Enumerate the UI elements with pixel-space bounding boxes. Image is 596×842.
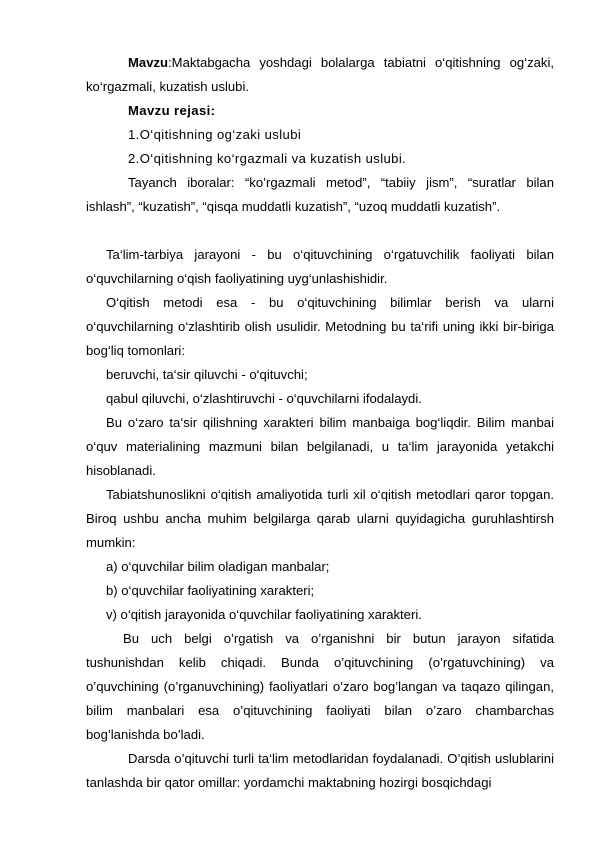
body-paragraph-7: Bu uch belgi o’rgatish va o’rganishni bir butun jarayon sifatida tushunishdan kelib chiqadi. Bunda o’qituvchining (o’rgatuvchining) va o’quvchining (o’rganuvchining) faoliyatlari o’zaro bog’langan va taqazo qilingan, bilim manbalari esa o’qituvchining faoliyati bilan o’zaro chambarchas bog’lanishda bo’ladi. xyxy=(86,631,554,742)
body-paragraph-4: qabul qiluvchi, o‘zlashtiruvchi - o‘quvchilarni ifodalaydi. xyxy=(106,391,422,406)
body-paragraph-2: O‘qitish metodi esa - bu o‘qituvchining bilimlar berish va ularni o‘quvchilarning o‘zlashtirib olish usulidir. Metodning bu ta‘rifi uning ikki bir-biriga bog‘liq tomonlari: xyxy=(86,295,554,358)
body-paragraph-5: Bu o‘zaro ta‘sir qilishning xarakteri bilim manbaiga bog‘liqdir. Bilim manbai o‘quv materialining mazmuni bilan belgilanadi, u ta‘lim jarayonida yetakchi hisoblanadi. xyxy=(86,415,554,478)
plan-block xyxy=(86,99,554,171)
topic-paragraph xyxy=(86,51,554,99)
list-item-b: b) o‘quvchilar faoliyatining xarakteri; xyxy=(106,583,315,598)
list-item-a: a) o‘quvchilar bilim oladigan manbalar; xyxy=(106,559,330,574)
plan-item-2: 2.O‘qitishning ko‘rgazmali va kuzatish uslubi. xyxy=(128,151,407,166)
plan-item-1: 1.O‘qitishning og‘zaki uslubi xyxy=(128,127,302,142)
document-content xyxy=(86,51,554,795)
topic-text: :Maktabgacha yoshdagi bolalarga tabiatni o‘qitishning og‘zaki, ko‘rgazmali, kuzatish uslubi. xyxy=(86,55,554,94)
paragraph-gap xyxy=(86,219,554,243)
body-paragraph-6: Tabiatshunoslikni o‘qitish amaliyotida turli xil o‘qitish metodlari qaror topgan. Biroq ushbu ancha muhim belgilarga qarab ularni quyidagicha guruhlashtirsh mumkin: xyxy=(86,487,554,550)
body-paragraph-1: Ta‘lim-tarbiya jarayoni - bu o‘qituvchining o‘rgatuvchilik faoliyati bilan o‘quvchilarning o‘qish faoliyatining uyg‘unlashishidir. xyxy=(86,247,554,286)
plan-heading: Mavzu rejasi: xyxy=(128,103,216,118)
body-paragraph-8: Darsda o’qituvchi turli ta‘lim metodlaridan foydalanadi. O’qitish uslublarini tanlashda bir qator omillar: yordamchi maktabning hozirgi bosqichdagi xyxy=(86,751,554,790)
body-paragraph-3: beruvchi, ta‘sir qiluvchi - o‘qituvchi; xyxy=(106,367,308,382)
topic-label: Mavzu xyxy=(128,55,169,70)
list-item-v: v) o‘qitish jarayonida o‘quvchilar faoliyatining xarakteri. xyxy=(106,607,422,622)
key-terms-paragraph: Tayanch iboralar: “ko’rgazmali metod”, “tabiiy jism”, “suratlar bilan ishlash”, “kuzatish”, “qisqa muddatli kuzatish”, “uzoq muddatli kuzatish”. xyxy=(86,175,554,214)
